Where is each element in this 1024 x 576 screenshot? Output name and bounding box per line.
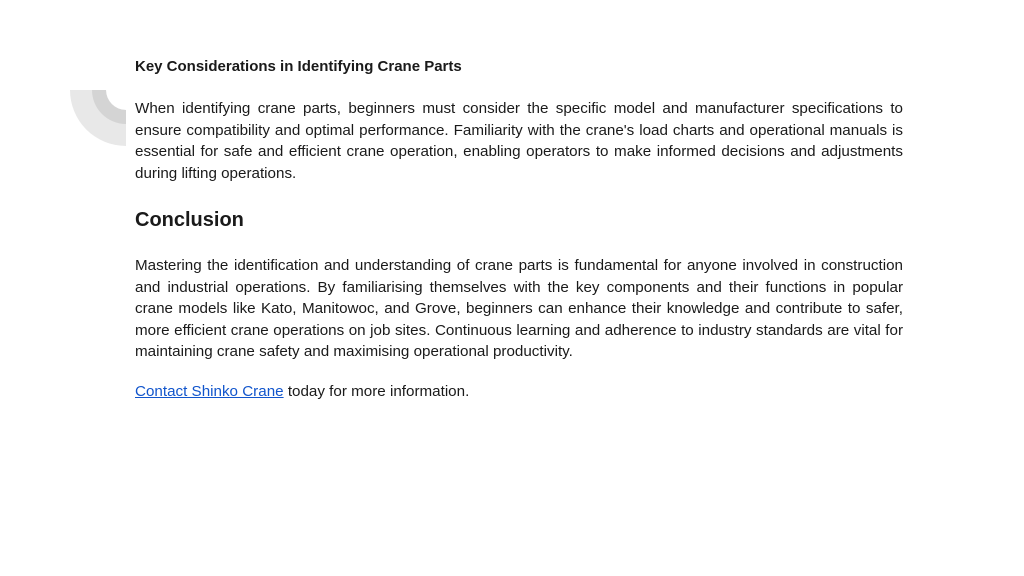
section-subheading: Key Considerations in Identifying Crane Parts [135, 58, 462, 75]
conclusion-heading: Conclusion [135, 209, 244, 231]
contact-trailing-text: today for more information. [283, 383, 470, 400]
section-paragraph: When identifying crane parts, beginners must consider the specific model and manufacturer specifications to ensure compatibility and optimal performance. Familiarity with the crane's load charts and operational manuals is essential for safe and efficient crane operation, enabling operators to make informed decisions and adjustments during lifting operations. [135, 100, 903, 182]
contact-line [135, 381, 469, 402]
conclusion-paragraph: Mastering the identification and understanding of crane parts is fundamental for anyone involved in construction and industrial operations. By familiarising themselves with the key components and their functions in popular crane models like Kato, Manitowoc, and Grove, beginners can enhance their knowledge and contribute to safer, more efficient crane operations on job sites. Continuous learning and adherence to industry standards are vital for maintaining crane safety and maximising operational productivity. [135, 257, 903, 361]
contact-link[interactable]: Contact Shinko Crane [135, 383, 284, 400]
corner-decoration [0, 0, 140, 160]
